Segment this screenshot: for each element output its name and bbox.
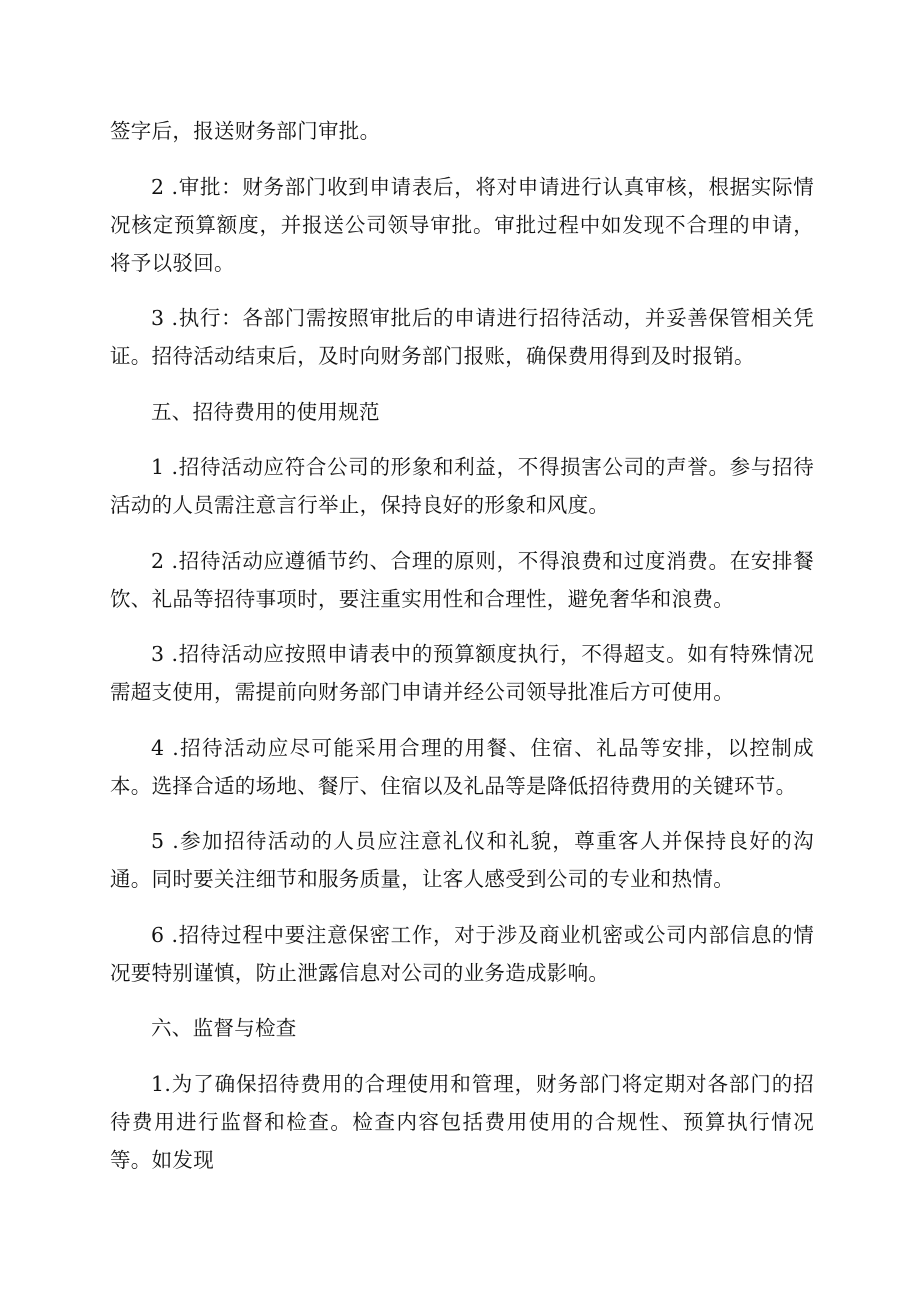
paragraph-rule-6: 6 .招待过程中要注意保密工作，对于涉及商业机密或公司内部信息的情况要特别谨慎，防止泄露信息对公司的业务造成影响。 bbox=[110, 922, 814, 985]
paragraph-continuation: 签字后，报送财务部门审批。 bbox=[110, 119, 381, 143]
paragraph-approval: 2 .审批：财务部门收到申请表后，将对申请进行认真审核，根据实际情况核定预算额度，并报送公司领导审批。审批过程中如发现不合理的申请，将予以驳回。 bbox=[110, 174, 814, 275]
paragraph-rule-2: 2 .招待活动应遵循节约、合理的原则，不得浪费和过度消费。在安排餐饮、礼品等招待事项时，要注重实用性和合理性，避免奢华和浪费。 bbox=[110, 548, 814, 611]
paragraph-rule-4: 4 .招待活动应尽可能采用合理的用餐、住宿、礼品等安排，以控制成本。选择合适的场地、餐厅、住宿以及礼品等是降低招待费用的关键环节。 bbox=[110, 735, 814, 798]
section-heading-usage-rules: 五、招待费用的使用规范 bbox=[151, 399, 380, 424]
section-heading-supervision: 六、监督与检查 bbox=[151, 1016, 297, 1040]
paragraph-rule-3: 3 .招待活动应按照申请表中的预算额度执行，不得超支。如有特殊情况需超支使用，需提前向财务部门申请并经公司领导批准后方可使用。 bbox=[110, 642, 814, 704]
paragraph-execution: 3 .执行：各部门需按照审批后的申请进行招待活动，并妥善保管相关凭证。招待活动结束后，及时向财务部门报账，确保费用得到及时报销。 bbox=[110, 306, 814, 368]
paragraph-rule-1: 1 .招待活动应符合公司的形象和利益，不得损害公司的声誉。参与招待活动的人员需注意言行举止，保持良好的形象和风度。 bbox=[110, 455, 814, 517]
paragraph-supervision-1: 1.为了确保招待费用的合理使用和管理，财务部门将定期对各部门的招待费用进行监督和检查。检查内容包括费用使用的合规性、预算执行情况等。如发现 bbox=[110, 1071, 814, 1172]
document-page bbox=[110, 112, 814, 1196]
paragraph-rule-5: 5 .参加招待活动的人员应注意礼仪和礼貌，尊重客人并保持良好的沟通。同时要关注细节和服务质量，让客人感受到公司的专业和热情。 bbox=[110, 829, 814, 891]
